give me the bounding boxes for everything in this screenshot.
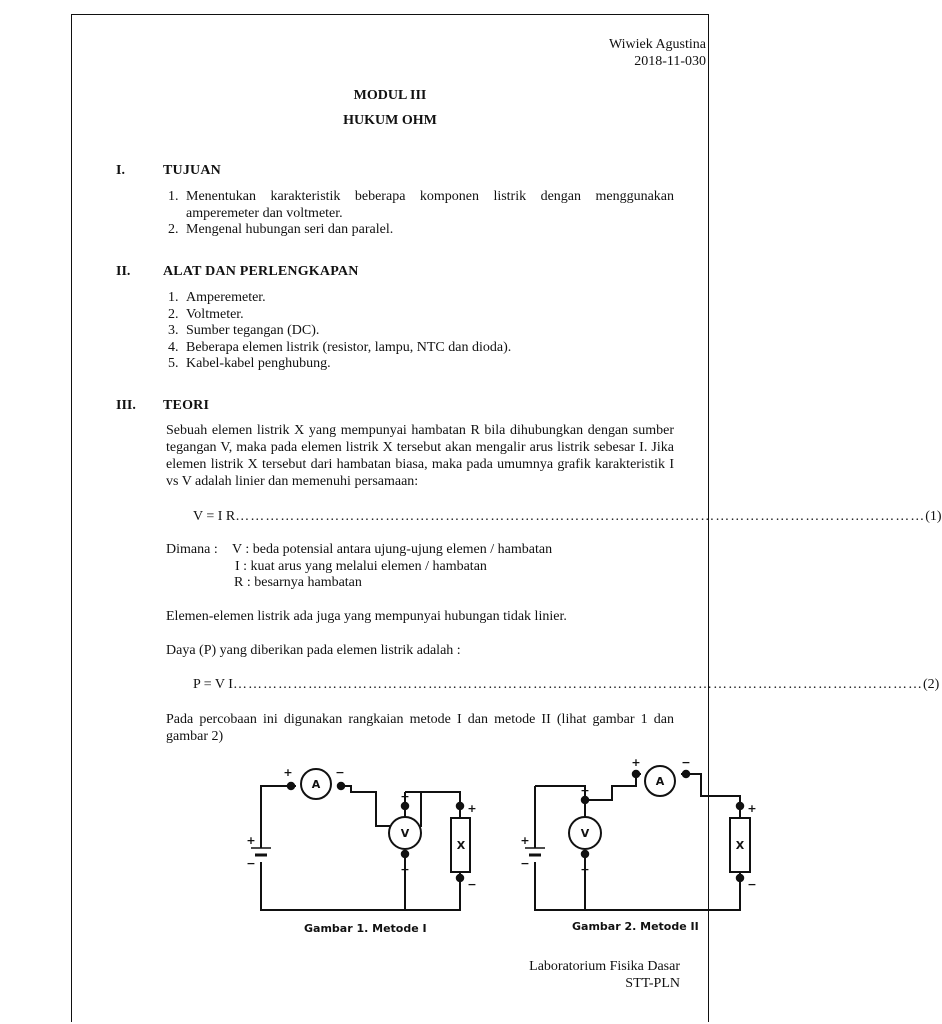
svg-text:+: + xyxy=(520,834,530,847)
author-block xyxy=(560,36,706,70)
section-title: TUJUAN xyxy=(163,163,221,178)
voltmeter-label: V xyxy=(400,827,410,840)
list-item: 2. Mengenal hubungan seri dan paralel. xyxy=(168,222,394,238)
svg-text:−: − xyxy=(580,863,590,876)
section-title: TEORI xyxy=(163,398,210,413)
junction-dot xyxy=(402,803,409,810)
list-item: 2. Voltmeter. xyxy=(168,306,244,322)
circuit-metode-1 xyxy=(261,786,460,910)
voltmeter-label: V xyxy=(580,827,590,840)
leader-dots: ………………………………………………………………………………………………………………………… xyxy=(232,677,923,692)
theory-paragraph: Sebuah elemen listrik X yang mempunyai hambatan R bila dihubungkan dengan sumber tegangan V, maka pada elemen listrik X tersebut akan mengalir arus listrik sebesar I. Jika elemen listrik X tersebut dari hambatan biasa, maka pada umumnya grafik karakteristik I vs V adalah linier dan memenuhi persamaan: xyxy=(166,423,674,489)
equation-2: P = V I ………………………………………………………………………………………………………………………… (2) xyxy=(193,677,940,692)
theory-paragraph: Elemen-elemen listrik ada juga yang mempunyai hubungan tidak linier. xyxy=(166,609,567,624)
list-item: 1. Amperemeter. xyxy=(168,290,266,305)
circuit-metode-2 xyxy=(535,774,740,910)
junction-dot xyxy=(737,803,744,810)
junction-dot xyxy=(582,851,589,858)
author-id: 2018-11-030 xyxy=(634,54,706,69)
leader-dots: ………………………………………………………………………………………………………………………… xyxy=(235,509,926,524)
module-subtitle: HUKUM OHM xyxy=(343,113,437,128)
ammeter-label: A xyxy=(655,775,665,788)
list-item: 1. Menentukan karakteristik beberapa komponen listrik dengan menggunakan amperemeter dan voltmeter. xyxy=(168,189,674,221)
junction-dot xyxy=(338,783,345,790)
objectives-list xyxy=(168,189,674,239)
footer-lab: Laboratorium Fisika Dasar xyxy=(529,959,680,974)
section-title: ALAT DAN PERLENGKAPAN xyxy=(163,264,359,279)
element-label: X xyxy=(456,839,466,852)
junction-dot xyxy=(288,783,295,790)
ammeter-label: A xyxy=(311,778,321,791)
svg-text:+: + xyxy=(747,802,757,815)
section-number: I. xyxy=(116,163,125,178)
figure-caption: Gambar 1. Metode I xyxy=(304,922,427,935)
svg-text:−: − xyxy=(400,863,410,876)
list-item: 5. Kabel-kabel penghubung. xyxy=(168,356,331,372)
junction-dot xyxy=(402,851,409,858)
junction-dot xyxy=(582,797,589,804)
footer-institution: STT-PLN xyxy=(625,976,680,991)
author-name: Wiwiek Agustina xyxy=(608,37,706,52)
footer xyxy=(520,958,680,992)
svg-text:−: − xyxy=(246,857,256,870)
svg-text:−: − xyxy=(681,756,691,769)
svg-text:+: + xyxy=(631,756,641,769)
equation-1: V = I R ………………………………………………………………………………………………………………………… (1) xyxy=(193,509,942,524)
svg-text:+: + xyxy=(283,766,293,779)
svg-text:+: + xyxy=(400,790,410,803)
svg-text:−: − xyxy=(747,878,757,891)
theory-paragraph: Daya (P) yang diberikan pada elemen listrik adalah : xyxy=(166,643,461,658)
svg-text:+: + xyxy=(246,834,256,847)
junction-dot xyxy=(683,771,690,778)
element-label: X xyxy=(735,839,745,852)
section-number: II. xyxy=(116,264,131,279)
junction-dot xyxy=(737,875,744,882)
theory-paragraph: Pada percobaan ini digunakan rangkaian metode I dan metode II (lihat gambar 1 dan gambar 2) xyxy=(166,712,674,744)
module-title: MODUL III xyxy=(353,88,427,103)
symbol-legend: Dimana : V : beda potensial antara ujung-ujung elemen / hambatan I : kuat arus yang melalui elemen / hambatan R : besarnya hambatan xyxy=(166,542,553,591)
section-number: III. xyxy=(116,398,136,413)
figure-caption: Gambar 2. Metode II xyxy=(572,920,699,933)
svg-text:+: + xyxy=(580,784,590,797)
svg-text:−: − xyxy=(335,766,345,779)
circuit-figures xyxy=(236,756,756,951)
list-item: 3. Sumber tegangan (DC). xyxy=(168,323,320,339)
svg-text:−: − xyxy=(467,878,477,891)
svg-text:−: − xyxy=(520,857,530,870)
junction-dot xyxy=(457,875,464,882)
equipment-list xyxy=(168,290,674,373)
junction-dot xyxy=(457,803,464,810)
svg-text:+: + xyxy=(467,802,477,815)
list-item: 4. Beberapa elemen listrik (resistor, lampu, NTC dan dioda). xyxy=(168,339,512,355)
junction-dot xyxy=(633,771,640,778)
